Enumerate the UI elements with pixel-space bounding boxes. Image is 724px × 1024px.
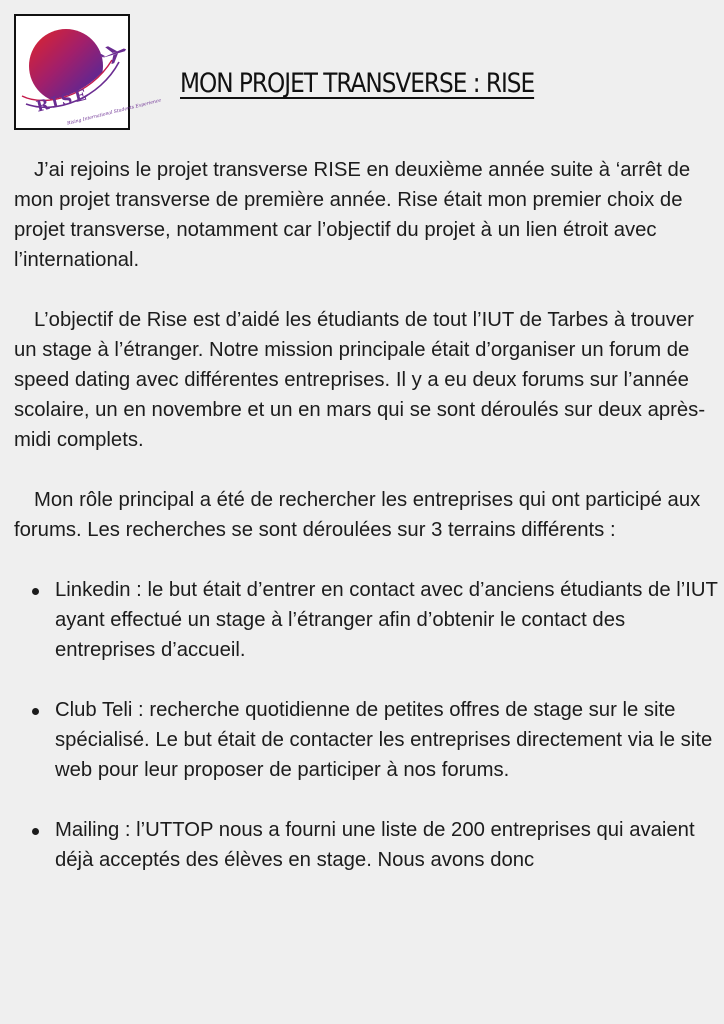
document-body	[14, 155, 720, 905]
globe-airplane-icon	[16, 16, 162, 128]
list-item	[14, 815, 720, 875]
list-item-text: Club Teli : recherche quotidienne de petites offres de stage sur le site spécialisé. Le but était de contacter les entreprises directement via le site web pour leur proposer de participer à nos forums.	[55, 699, 713, 781]
list-item-text: Linkedin : le but était d’entrer en contact avec d’anciens étudiants de l’IUT ayant effectué un stage à l’étranger afin d’obtenir le contact des entreprises d’accueil.	[55, 579, 718, 661]
objective-paragraph: L’objectif de Rise est d’aidé les étudiants de tout l’IUT de Tarbes à trouver un stage à l’étranger. Notre mission principale était d’organiser un forum de speed dating avec différentes entreprises. Il y a eu deux forums sur l’année scolaire, un en novembre et un en mars qui se sont déroulés sur deux après-midi complets.	[14, 309, 706, 451]
list-item	[14, 575, 720, 665]
list-item-text: Mailing : l’UTTOP nous a fourni une liste de 200 entreprises qui avaient déjà acceptés des élèves en stage. Nous avons donc	[55, 819, 695, 871]
bullet-dot	[32, 588, 39, 595]
page-title: MON PROJET TRANSVERSE : RISE	[180, 68, 535, 99]
bullet-dot	[32, 708, 39, 715]
logo-tagline: Rising International Students Experience	[66, 98, 162, 127]
bullet-dot	[32, 828, 39, 835]
research-channels-list	[14, 575, 720, 875]
list-item	[14, 695, 720, 785]
rise-logo	[14, 14, 162, 130]
role-paragraph: Mon rôle principal a été de rechercher les entreprises qui ont participé aux forums. Les recherches se sont déroulées sur 3 terrains différents :	[14, 489, 701, 541]
intro-paragraph: J’ai rejoins le projet transverse RISE en deuxième année suite à ‘arrêt de mon projet transverse de première année. Rise était mon premier choix de projet transverse, notamment car l’objectif du projet à un lien étroit avec l’international.	[14, 159, 691, 271]
logo-brand-text: RISE	[34, 85, 91, 116]
